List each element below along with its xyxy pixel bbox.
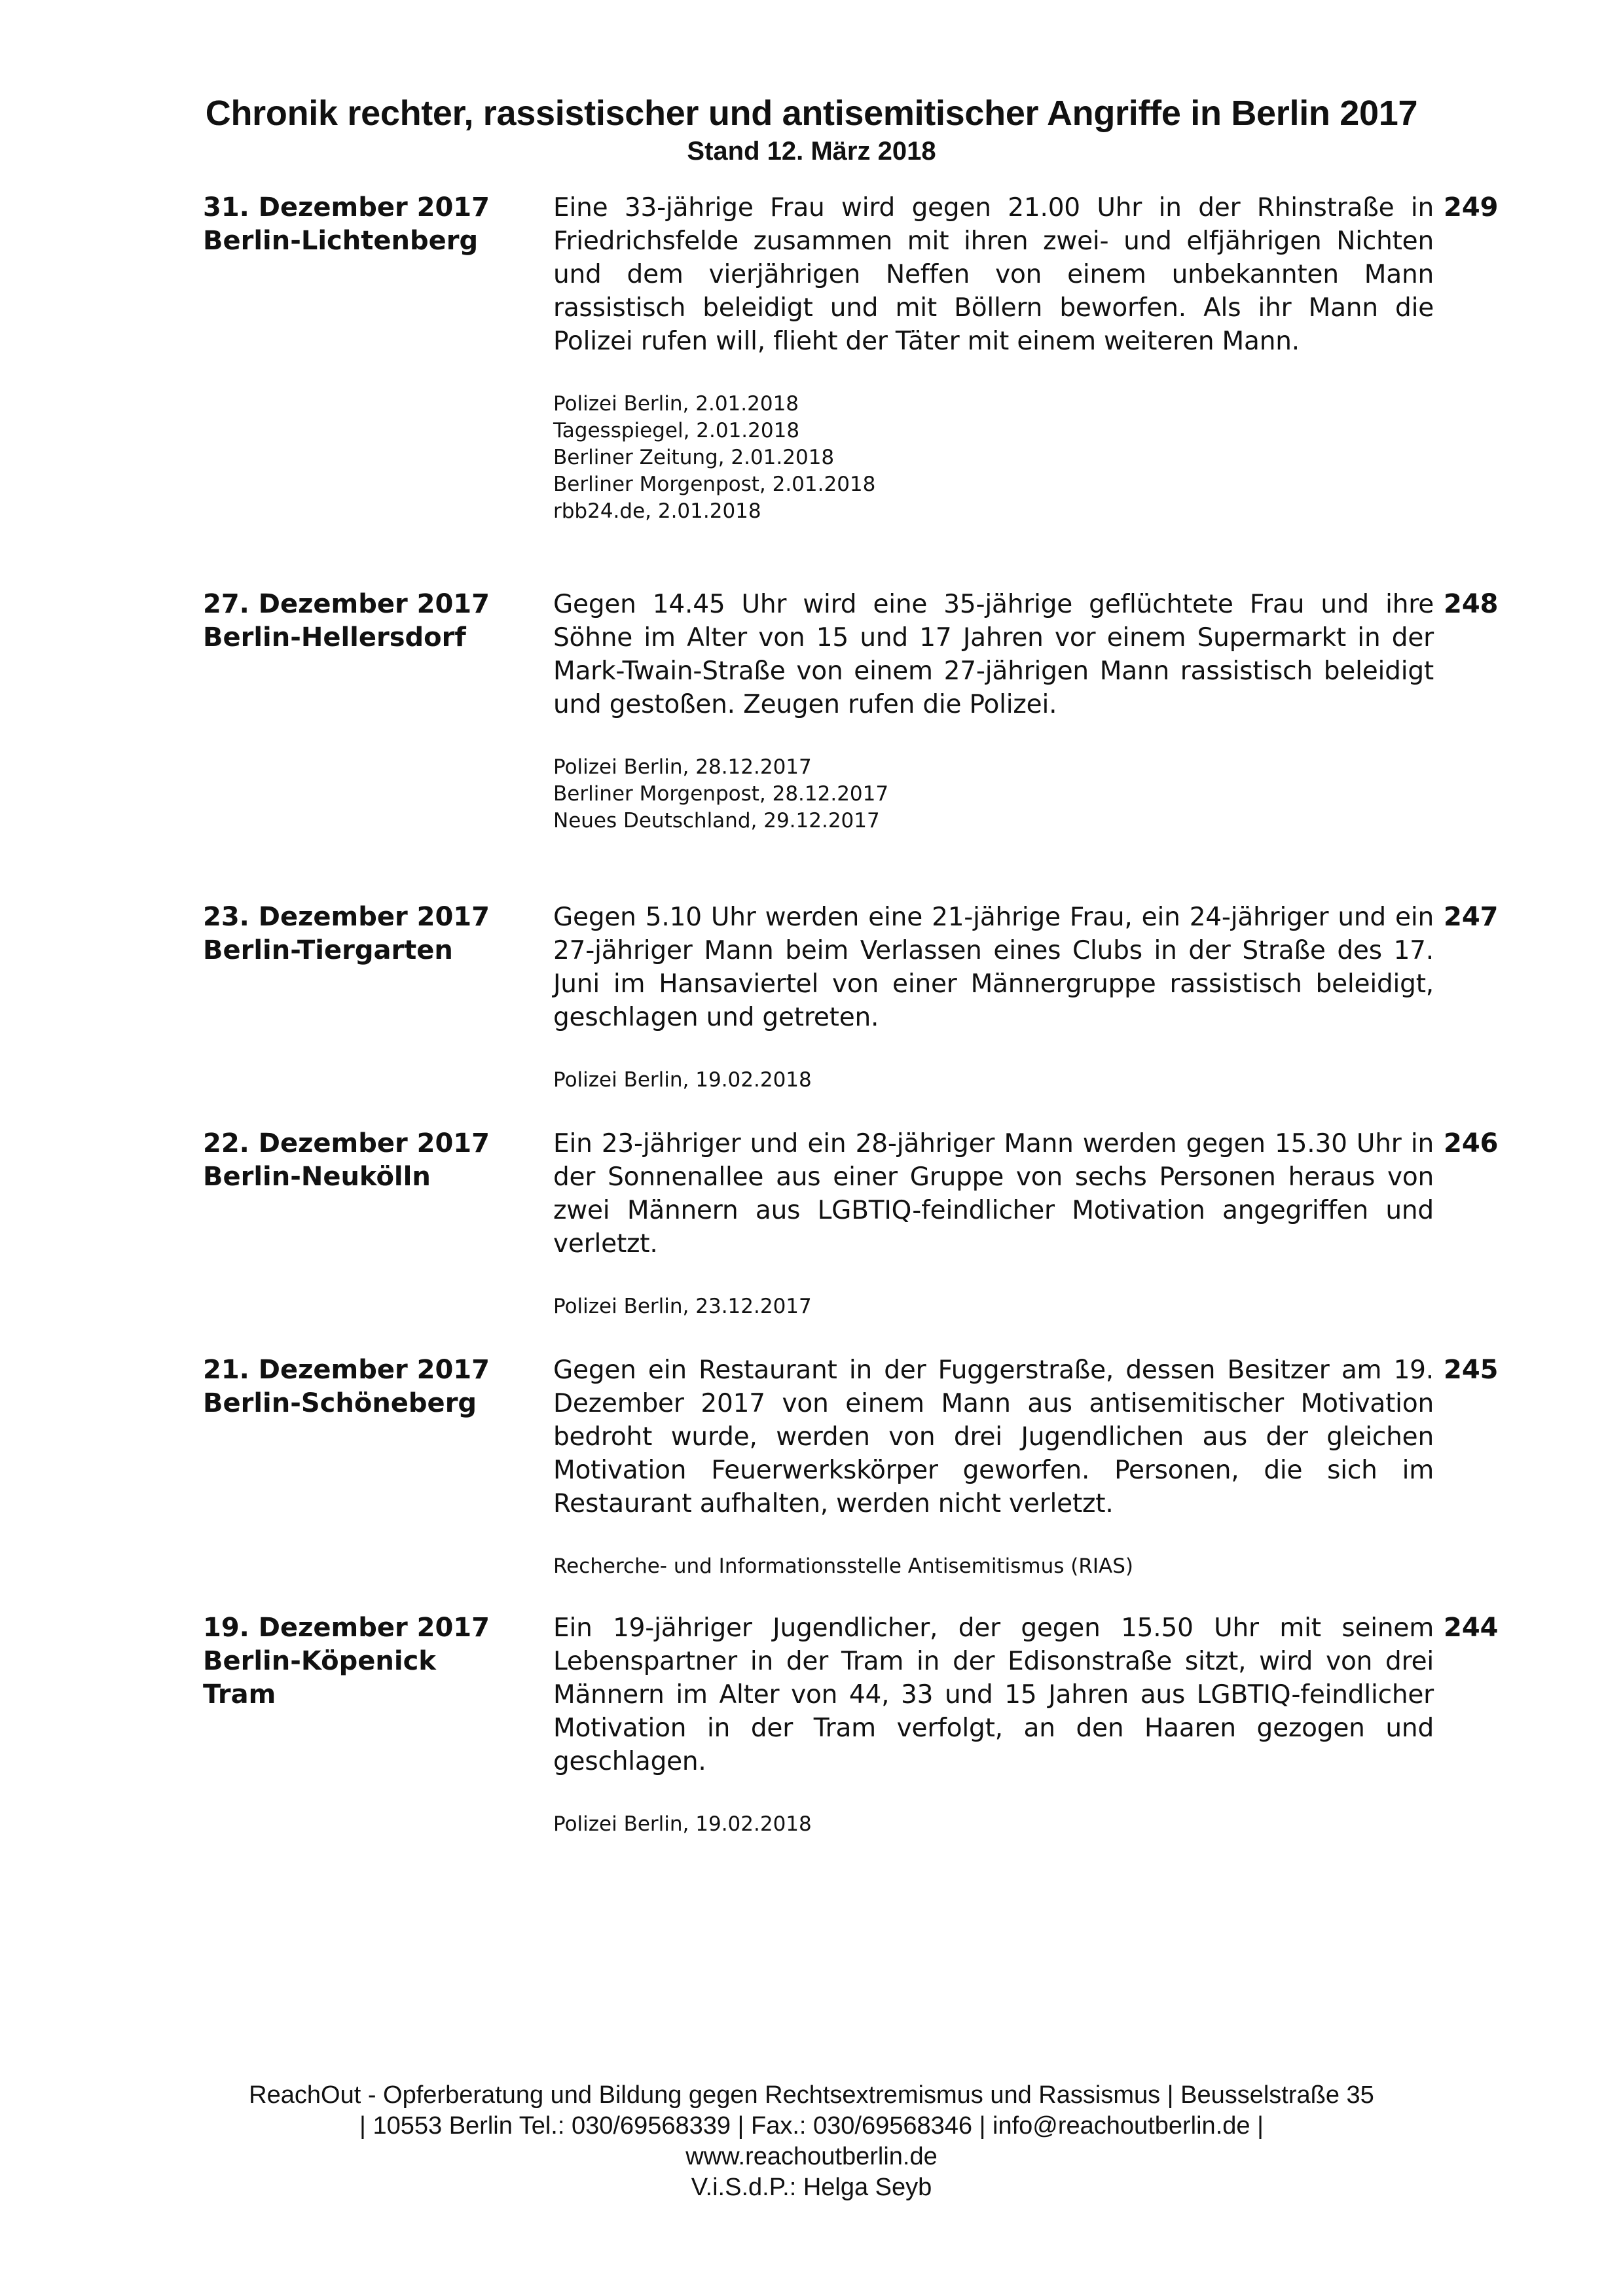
entry-sources xyxy=(553,1067,1434,1094)
entry-sources xyxy=(553,391,1434,525)
chronicle-entry xyxy=(203,588,1506,901)
footer-line-website: www.reachoutberlin.de xyxy=(685,2143,938,2170)
chronicle-entry xyxy=(203,901,1506,1127)
entry-source: Polizei Berlin, 23.12.2017 xyxy=(553,1295,812,1318)
entry-description: Gegen ein Restaurant in der Fuggerstraße, dessen Besitzer am 19. Dezember 2017 von einem Mann aus antisemitischer Motivation bedroht wurde, werden von drei Jugendlichen aus der gleichen Motivation Feuerwerkskörper geworfen. Personen, die sich im Restaurant aufhalten, werden nicht verletzt. xyxy=(553,1355,1434,1518)
chronicle-entries xyxy=(203,191,1506,1860)
entry-sources xyxy=(553,754,1434,834)
document-footer xyxy=(0,2080,1623,2203)
footer-line-responsible: V.i.S.d.P.: Helga Seyb xyxy=(691,2174,932,2201)
entry-body xyxy=(553,588,1434,834)
entry-location: Berlin-Köpenick xyxy=(203,1646,436,1676)
entry-date: 21. Dezember 2017 xyxy=(203,1355,490,1385)
entry-date: 19. Dezember 2017 xyxy=(203,1613,490,1643)
entry-date: 31. Dezember 2017 xyxy=(203,192,490,223)
entry-number: 248 xyxy=(1444,589,1499,619)
entry-description: Ein 23-jähriger und ein 28-jähriger Mann werden gegen 15.30 Uhr in der Sonnenallee aus einer Gruppe von sechs Personen heraus von zwei Männern aus LGBTIQ-feindlicher Motivation angegriffen und verletzt. xyxy=(553,1129,1434,1259)
entry-source: Berliner Zeitung, 2.01.2018 xyxy=(553,446,835,469)
entry-date-location xyxy=(203,1354,537,1420)
chronicle-entry xyxy=(203,191,1506,588)
entry-date-location xyxy=(203,191,537,258)
chronicle-entry xyxy=(203,1127,1506,1354)
chronicle-entry xyxy=(203,1354,1506,1611)
entry-location: Berlin-Neukölln xyxy=(203,1162,431,1192)
entry-description: Gegen 5.10 Uhr werden eine 21-jährige Frau, ein 24-jähriger und ein 27-jähriger Mann beim Verlassen eines Clubs in der Straße des 17. Juni im Hansaviertel von einer Männergruppe rassistisch beleidigt, geschlagen und getreten. xyxy=(553,903,1434,1032)
entry-source: Neues Deutschland, 29.12.2017 xyxy=(553,809,880,833)
entry-number: 244 xyxy=(1444,1613,1499,1643)
entry-location: Berlin-Tiergarten xyxy=(203,935,453,965)
entry-date-location xyxy=(203,1611,537,1712)
entry-description: Gegen 14.45 Uhr wird eine 35-jährige geflüchtete Frau und ihre Söhne im Alter von 15 und 17 Jahren vor einem Supermarkt in der Mark-Twain-Straße von einem 27-jährigen Mann rassistisch beleidigt und gestoßen. Zeugen rufen die Polizei. xyxy=(553,590,1434,719)
entry-number: 246 xyxy=(1444,1128,1499,1158)
chronicle-entry xyxy=(203,1611,1506,1860)
entry-location: Berlin-Lichtenberg xyxy=(203,226,479,256)
entry-source: Polizei Berlin, 19.02.2018 xyxy=(553,1812,812,1836)
document-header xyxy=(0,92,1623,168)
entry-body xyxy=(553,1354,1434,1580)
entry-location: Berlin-Hellersdorf xyxy=(203,622,466,653)
entry-description: Eine 33-jährige Frau wird gegen 21.00 Uhr in der Rhinstraße in Friedrichsfelde zusammen mit ihren zwei- und elfjährigen Nichten und dem vierjährigen Neffen von einem unbekannten Mann rassistisch beleidigt und mit Böllern beworfen. Als ihr Mann die Polizei rufen will, flieht der Täter mit einem weiteren Mann. xyxy=(553,193,1434,356)
entry-source: Polizei Berlin, 19.02.2018 xyxy=(553,1068,812,1092)
entry-date-location xyxy=(203,588,537,655)
entry-body xyxy=(553,1127,1434,1320)
entry-sources xyxy=(553,1293,1434,1320)
entry-date: 23. Dezember 2017 xyxy=(203,902,490,932)
entry-source: Polizei Berlin, 28.12.2017 xyxy=(553,755,812,779)
entry-description: Ein 19-jähriger Jugendlicher, der gegen 15.50 Uhr mit seinem Lebenspartner in der Tram in der Edisonstraße sitzt, wird von drei Männern im Alter von 44, 33 und 15 Jahren aus LGBTIQ-feindlicher Motivation in der Tram verfolgt, an den Haaren gezogen und geschlagen. xyxy=(553,1613,1434,1776)
entry-date: 27. Dezember 2017 xyxy=(203,589,490,619)
entry-location: Berlin-Schöneberg xyxy=(203,1388,477,1418)
entry-location-detail: Tram xyxy=(203,1679,276,1710)
entry-body xyxy=(553,901,1434,1094)
entry-date-location xyxy=(203,901,537,967)
entry-sources xyxy=(553,1553,1434,1580)
entry-number: 249 xyxy=(1444,192,1499,223)
entry-source: Berliner Morgenpost, 2.01.2018 xyxy=(553,473,876,496)
entry-source: Tagesspiegel, 2.01.2018 xyxy=(553,419,800,442)
document-title: Chronik rechter, rassistischer und antisemitischer Angriffe in Berlin 2017 xyxy=(205,94,1418,133)
footer-line-contact: | 10553 Berlin Tel.: 030/69568339 | Fax.: 030/69568346 | info@reachoutberlin.de | xyxy=(359,2112,1264,2140)
entry-source: Berliner Morgenpost, 28.12.2017 xyxy=(553,782,889,806)
footer-line-organisation: ReachOut - Opferberatung und Bildung gegen Rechtsextremismus und Rassismus | Beusselstraße 35 xyxy=(249,2081,1374,2109)
entry-date-location xyxy=(203,1127,537,1194)
entry-source: Recherche- und Informationsstelle Antisemitismus (RIAS) xyxy=(553,1554,1133,1578)
entry-source: Polizei Berlin, 2.01.2018 xyxy=(553,392,799,416)
entry-date: 22. Dezember 2017 xyxy=(203,1128,490,1158)
entry-number: 245 xyxy=(1444,1355,1499,1385)
entry-body xyxy=(553,191,1434,525)
entry-sources xyxy=(553,1811,1434,1838)
entry-number: 247 xyxy=(1444,902,1499,932)
document-subtitle: Stand 12. März 2018 xyxy=(687,137,936,166)
entry-source: rbb24.de, 2.01.2018 xyxy=(553,499,761,523)
entry-body xyxy=(553,1611,1434,1838)
